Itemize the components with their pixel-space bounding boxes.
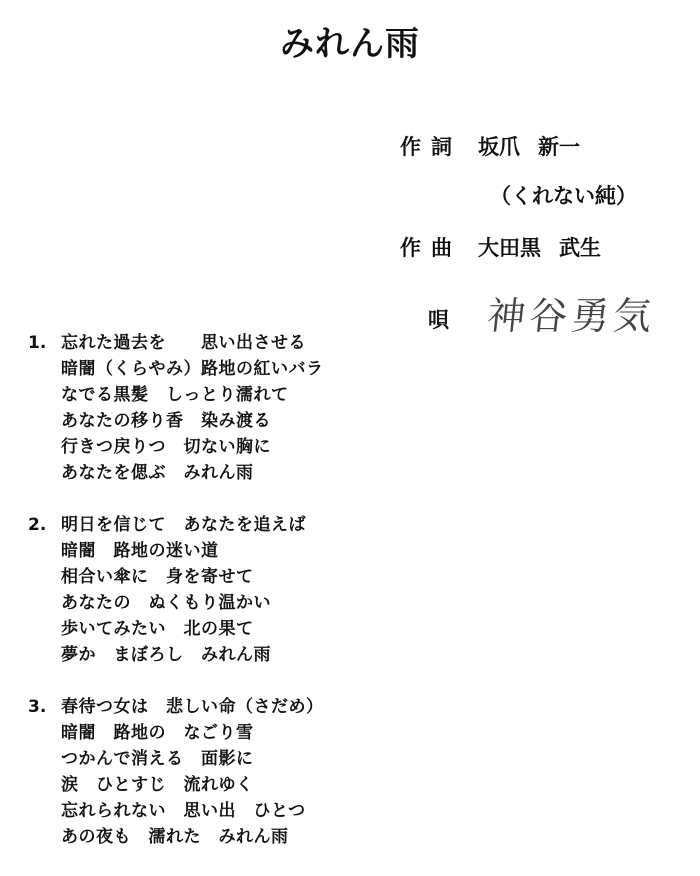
lyricist-role-label: 作詞 <box>400 135 462 159</box>
lyric-line: あなたの移り香 染み渡る <box>61 411 271 431</box>
song-title: みれん雨 <box>280 24 420 64</box>
lyric-line: 歩いてみたい 北の果て <box>61 619 254 639</box>
verse-number: 2. <box>28 515 47 535</box>
lyric-line: 行きつ戻りつ 切ない胸に <box>61 437 271 457</box>
singer-handwritten-signature: 神谷勇気 <box>485 294 658 338</box>
lyric-line: 明日を信じて あなたを追えば <box>61 515 306 535</box>
verse-3 <box>28 694 688 850</box>
lyric-line: 夢か まぼろし みれん雨 <box>61 645 271 665</box>
composer-family-name: 大田黒 <box>478 236 541 260</box>
verse-2 <box>28 512 688 668</box>
lyric-line: つかんで消える 面影に <box>61 749 254 769</box>
composer-given-name: 武生 <box>559 236 601 260</box>
lyric-line: あなたの ぬくもり温かい <box>61 593 271 613</box>
verse-1 <box>28 330 688 486</box>
verse-number: 1. <box>28 333 47 353</box>
composer-credit <box>400 232 601 262</box>
verse-number: 3. <box>28 697 47 717</box>
lyricist-alias: （くれない純） <box>490 184 637 208</box>
lyricist-given-name: 新一 <box>538 135 580 159</box>
lyric-line: 暗闇（くらやみ）路地の紅いバラ <box>61 359 324 379</box>
lyric-line: 忘れた過去を 思い出させる <box>61 333 306 353</box>
lyric-line: 涙 ひとすじ 流れゆく <box>61 775 254 795</box>
singer-role-label: 唄 <box>428 308 459 332</box>
lyric-line: なでる黒髪 しっとり濡れて <box>61 385 289 405</box>
lyric-line: 春待つ女は 悲しい命（さだめ） <box>61 697 324 717</box>
composer-role-label: 作曲 <box>400 236 462 260</box>
lyricist-family-name: 坂爪 <box>478 135 520 159</box>
lyric-line: あなたを偲ぶ みれん雨 <box>61 463 254 483</box>
lyric-line: 忘れられない 思い出 ひとつ <box>61 801 306 821</box>
lyric-line: 暗闇 路地の迷い道 <box>61 541 219 561</box>
lyric-line: 相合い傘に 身を寄せて <box>61 567 254 587</box>
lyric-line: あの夜も 濡れた みれん雨 <box>61 827 289 847</box>
lyrics <box>28 330 688 876</box>
lyricist-credit <box>400 131 580 161</box>
lyric-line: 暗闇 路地の なごり雪 <box>61 723 254 743</box>
